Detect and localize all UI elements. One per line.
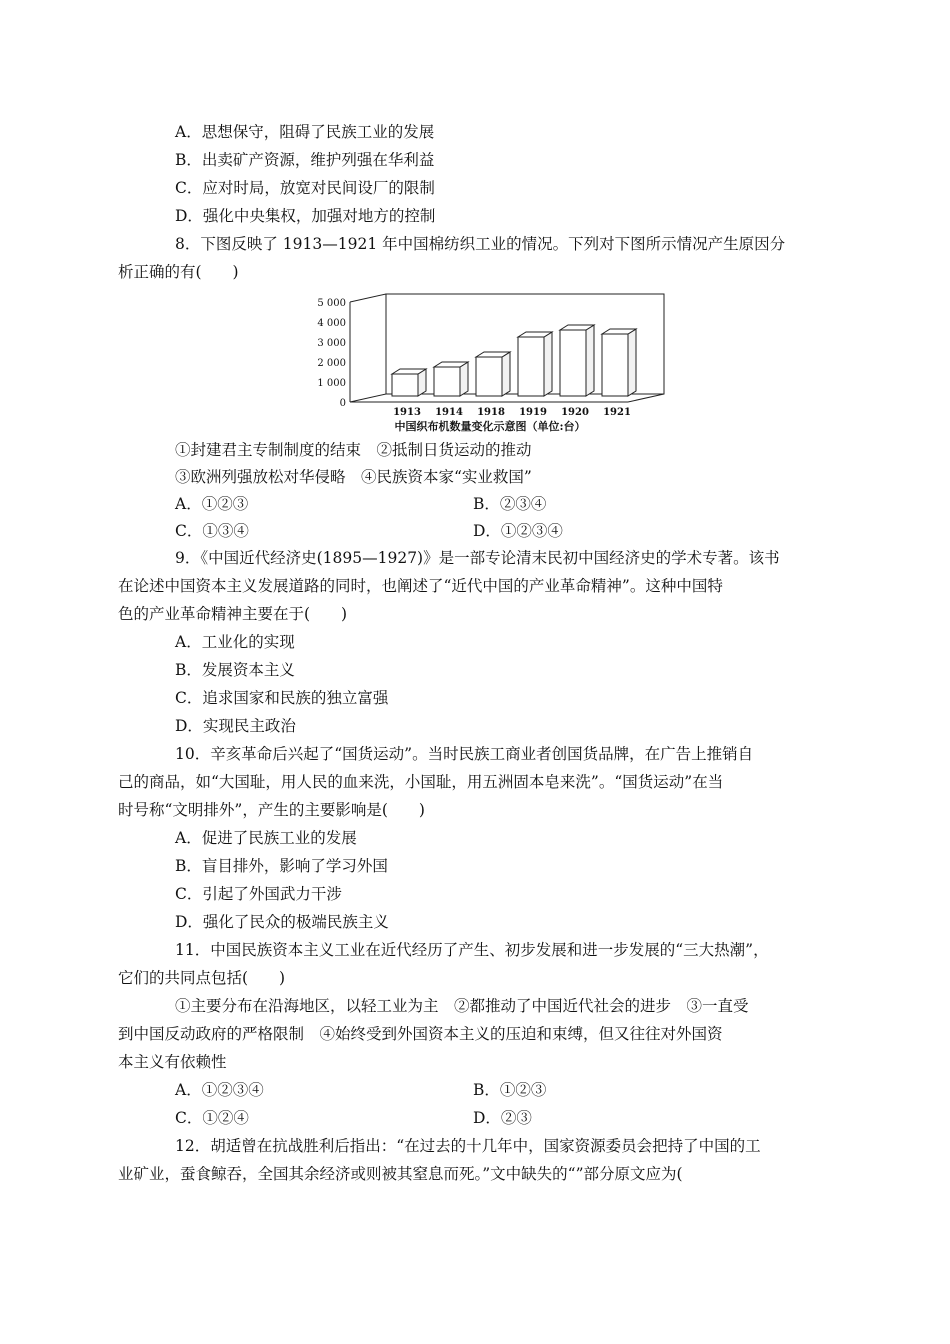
q8-option-a: A．①②③ (175, 495, 249, 513)
q10-option-a: A．促进了民族工业的发展 (175, 829, 357, 847)
q8-statements-line2: ③欧洲列强放松对华侵略 ④民族资本家“实业救国” (175, 468, 532, 486)
chart-title: 中国织布机数量变化示意图（单位:台） (394, 420, 586, 433)
chart-bar (434, 367, 460, 396)
chart-y-tick-label: 3 000 (317, 338, 346, 349)
chart-x-tick-label: 1921 (603, 407, 631, 418)
chart-bar (518, 337, 544, 396)
q11-option-c: C．①②④ (175, 1109, 249, 1127)
chart-x-tick-label: 1919 (519, 407, 547, 418)
chart-bar-side (628, 329, 636, 396)
q8-option-d: D．①②③④ (473, 522, 563, 540)
q7-option-d: D．强化中央集权，加强对地方的控制 (175, 207, 436, 225)
q9-stem-line2: 在论述中国资本主义发展道路的同时，也阐述了“近代中国的产业革命精神”。这种中国特 (118, 577, 723, 595)
q10-option-c: C．引起了外国武力干涉 (175, 885, 342, 903)
q11-option-a: A．①②③④ (175, 1081, 264, 1099)
chart-bar (602, 334, 628, 396)
chart-bar (560, 330, 586, 396)
q10-option-d: D．强化了民众的极端民族主义 (175, 913, 389, 931)
q9-option-b: B．发展资本主义 (175, 661, 295, 679)
chart-y-ticks (317, 298, 346, 409)
chart-bar (476, 357, 502, 396)
q12-stem-line1: 12．胡适曾在抗战胜利后指出：“在过去的十几年中，国家资源委员会把持了中国的工 (175, 1137, 761, 1155)
chart-bar-side (544, 332, 552, 396)
chart-y-tick-label: 4 000 (317, 318, 346, 329)
q10-option-b: B．盲目排外，影响了学习外国 (175, 857, 388, 875)
chart-top-left-edge (350, 294, 386, 302)
chart-y-tick-label: 2 000 (317, 358, 346, 369)
q7-option-b: B．出卖矿产资源，维护列强在华利益 (175, 151, 435, 169)
chart-x-tick-label: 1918 (477, 407, 505, 418)
chart-y-tick-label: 5 000 (317, 298, 346, 309)
q11-option-d: D．②③ (473, 1109, 532, 1127)
q10-stem-line1: 10．辛亥革命后兴起了“国货运动”。当时民族工商业者创国货品牌，在广告上推销自 (175, 745, 754, 763)
chart-bar (392, 374, 418, 396)
chart-x-ticks (393, 407, 631, 418)
q10-stem-line2: 己的商品，如“大国耻，用人民的血来洗，小国耻，用五洲固本皂来洗”。“国货运动”在当 (118, 773, 724, 791)
q11-stem-line1: 11．中国民族资本主义工业在近代经历了产生、初步发展和进一步发展的“三大热潮”， (175, 941, 769, 959)
q9-stem-line3: 色的产业革命精神主要在于( ) (118, 605, 348, 623)
q12-stem-line2: 业矿业，蚕食鲸吞，全国其余经济或则被其窒息而死。”文中缺失的“”部分原文应为( (118, 1165, 683, 1183)
q9-option-c: C．追求国家和民族的独立富强 (175, 689, 389, 707)
chart-x-tick-label: 1914 (435, 407, 463, 418)
chart-bar-side (586, 325, 594, 396)
q7-option-a: A．思想保守，阻碍了民族工业的发展 (175, 123, 435, 141)
q9-stem-line1: 9．《中国近代经济史(1895—1927)》是一部专论清末民初中国经济史的学术专著。该书 (175, 549, 780, 567)
chart-bars (392, 325, 636, 396)
q11-statements-line1: ①主要分布在沿海地区，以轻工业为主 ②都推动了中国近代社会的进步 ③一直受 (175, 997, 749, 1015)
chart-floor-left-edge (350, 394, 386, 402)
chart-floor-right-edge (628, 394, 664, 402)
q11-stem-line2: 它们的共同点包括( ) (118, 969, 286, 987)
q8-stem-line2: 析正确的有( ) (118, 263, 239, 281)
chart-x-tick-label: 1913 (393, 407, 421, 418)
chart-x-tick-label: 1920 (561, 407, 589, 418)
chart-y-tick-label: 0 (339, 398, 346, 409)
q8-statements-line1: ①封建君主专制制度的结束 ②抵制日货运动的推动 (175, 441, 532, 459)
chart-bar-side (502, 352, 510, 396)
q11-statements-line3: 本主义有依赖性 (118, 1053, 227, 1071)
loom-count-bar-chart (300, 290, 680, 440)
q10-stem-line3: 时号称“文明排外”，产生的主要影响是( ) (118, 801, 425, 819)
q8-option-b: B．②③④ (473, 495, 547, 513)
q9-option-d: D．实现民主政治 (175, 717, 296, 735)
q8-stem-line1: 8．下图反映了 1913—1921 年中国棉纺织工业的情况。下列对下图所示情况产生原因分 (175, 235, 786, 253)
q7-option-c: C．应对时局，放宽对民间设厂的限制 (175, 179, 435, 197)
chart-bar-side (460, 362, 468, 396)
q8-option-c: C．①③④ (175, 522, 249, 540)
chart-y-tick-label: 1 000 (317, 378, 346, 389)
q11-statements-line2: 到中国反动政府的严格限制 ④始终受到外国资本主义的压迫和束缚，但又往往对外国资 (118, 1025, 723, 1043)
q11-option-b: B．①②③ (473, 1081, 547, 1099)
q9-option-a: A．工业化的实现 (175, 633, 295, 651)
